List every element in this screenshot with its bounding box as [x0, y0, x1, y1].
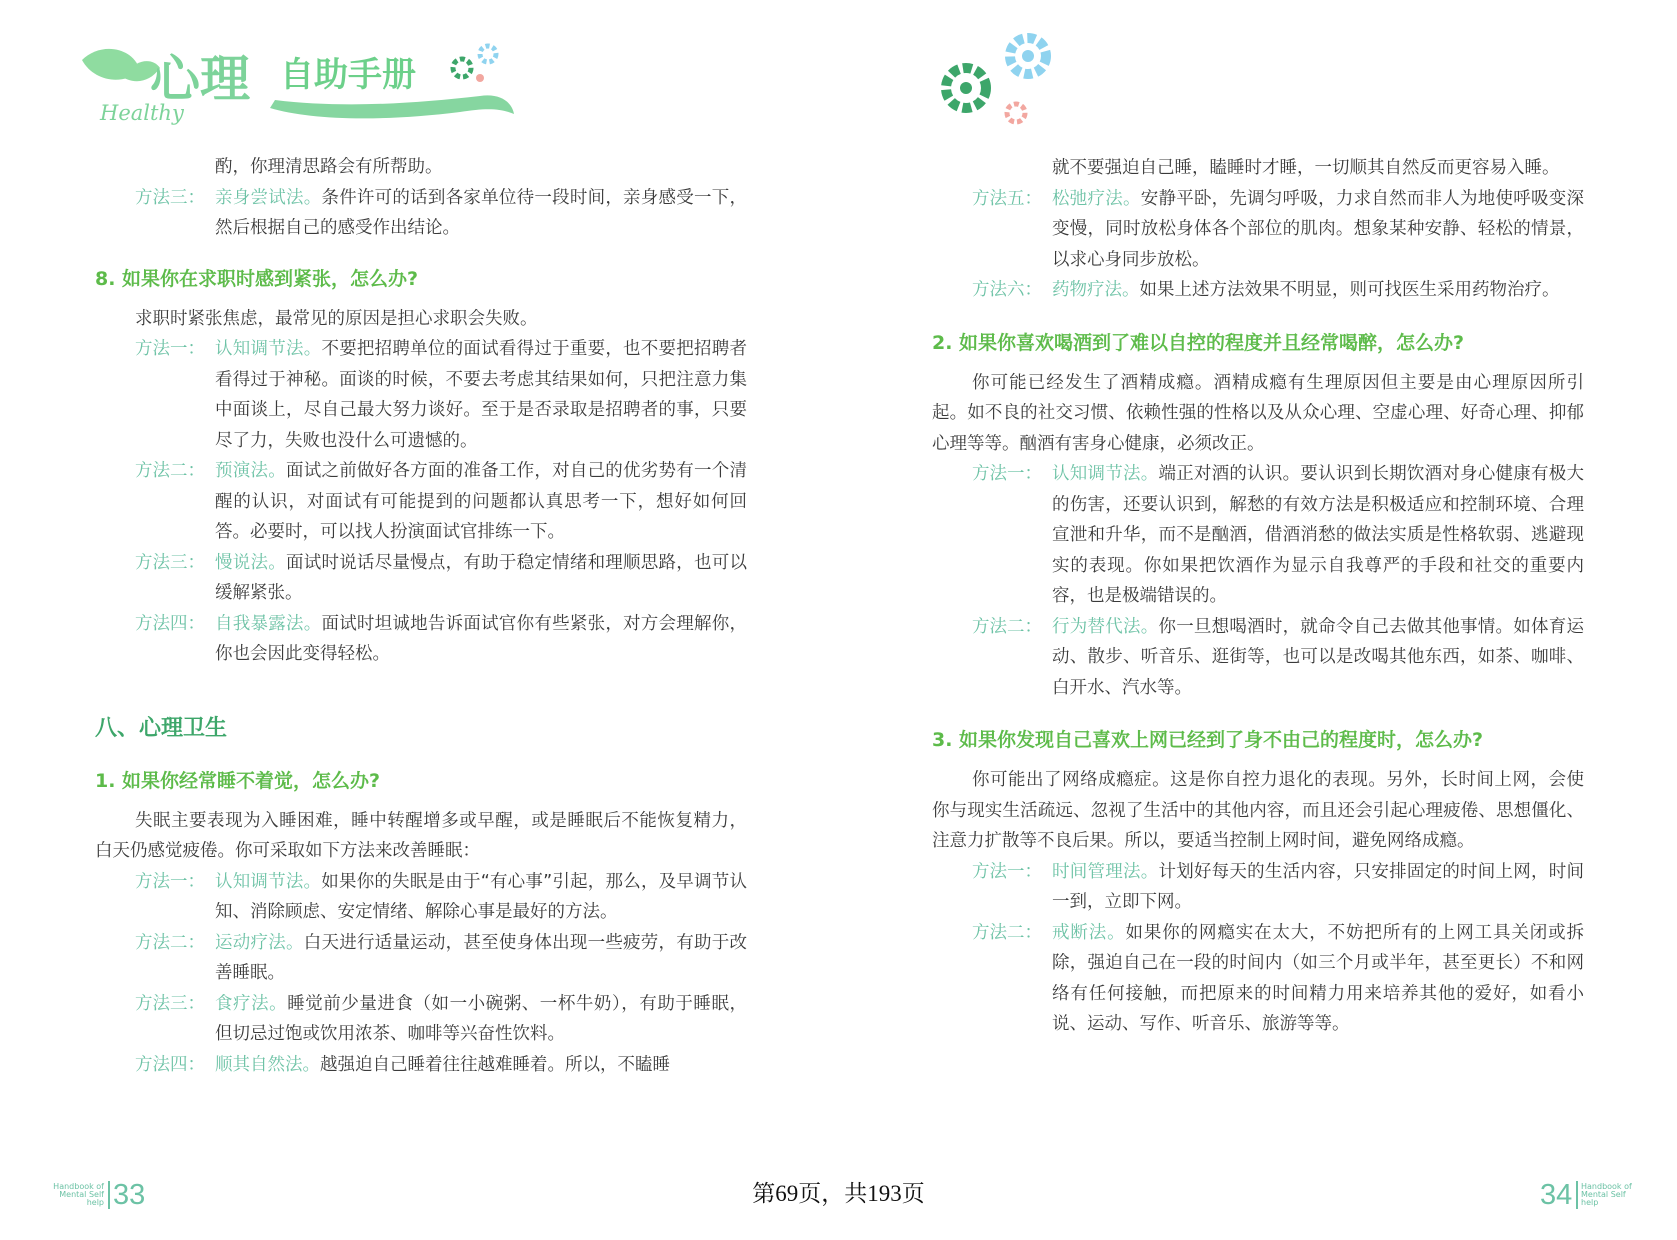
page-number: 34 — [1540, 1179, 1573, 1211]
method-body: 端正对酒的认识。要认识到长期饮酒对身心健康有极大的伤害，还要认识到，解愁的有效方法是积极适应和控制环境、合理宣泄和升华，而不是酗酒，借酒消愁的做法实质是性格软弱、逃避现实的表现。你如果把饮酒作为显示自我尊严的手段和社交的重要内容，也是极端错误的。 — [1052, 464, 1585, 606]
method-label: 方法一： — [135, 339, 205, 359]
left-page — [0, 0, 838, 1240]
flower-icon — [453, 46, 496, 82]
method-label: 方法三： — [135, 552, 205, 573]
method-body: 面试时坦诚地告诉面试官你有些紧张，对方会理解你，你也会因此变得轻松。 — [215, 613, 748, 664]
method-list — [95, 334, 747, 670]
method-name: 戒断法。 — [1052, 922, 1126, 943]
logo-swoosh — [270, 95, 514, 118]
logo-sub-text: 自助手册 — [280, 55, 416, 95]
flower-icon — [946, 68, 986, 108]
leaf-icon — [82, 49, 160, 81]
method-name: 认知调节法。 — [215, 871, 322, 892]
method-item — [95, 548, 747, 609]
method-item — [932, 918, 1584, 1040]
method-label: 方法一： — [972, 861, 1042, 882]
method-item — [932, 459, 1584, 612]
method-name: 慢说法。 — [215, 552, 286, 573]
question-heading: 2. 如果你喜欢喝酒到了难以自控的程度并且经常喝醉，怎么办? — [932, 331, 1465, 354]
method-body: 计划好每天的生活内容，只安排固定的时间上网，时间一到，立即下网。 — [1052, 861, 1585, 912]
method-body: 条件许可的话到各家单位待一段时间，亲身感受一下， 然后根据自己的感受作出结论。 — [215, 187, 748, 238]
left-column — [95, 152, 747, 1080]
method-label: 方法二： — [135, 932, 205, 953]
method-body: 面试之前做好各方面的准备工作，对自己的优劣势有一个清醒的认识，对面试有可能提到的问题都认真思考一下，想好如何回答。必要时，可以找人扮演面试官排练一下。 — [215, 461, 748, 542]
right-column — [932, 153, 1584, 1040]
method-item — [95, 456, 747, 548]
method-name: 认知调节法。 — [1052, 464, 1159, 484]
question-intro: 你可能出了网络成瘾症。这是你自控力退化的表现。另外，长时间上网，会使你与现实生活疏远、忽视了生活中的其他内容，而且还会引起心理疲倦、思想僵化、注意力扩散等不良后果。所以，要适当控制上网时间，避免网络成瘾。 — [932, 770, 1584, 851]
logo-big-text: 心理 — [150, 50, 250, 108]
method-label: 方法一： — [972, 464, 1042, 484]
flower-icon — [1007, 104, 1025, 122]
section-heading: 八、心理卫生 — [95, 715, 228, 741]
footer-label: Handbook of Mental Self help — [1581, 1182, 1632, 1207]
flower-icon — [1010, 38, 1046, 74]
method-name: 认知调节法。 — [215, 339, 322, 359]
method-list — [932, 857, 1584, 1040]
question-heading: 1. 如果你经常睡不着觉，怎么办? — [95, 769, 381, 792]
method-label: 方法二： — [972, 922, 1042, 943]
method-list — [95, 867, 747, 1081]
method-label: 方法三： — [135, 187, 205, 208]
method-name: 时间管理法。 — [1052, 861, 1159, 882]
method-label: 方法四： — [135, 1054, 205, 1075]
method-body: 你一旦想喝酒时，就命令自己去做其他事情。如体育运动、散步、听音乐、逛街等，也可以是改喝其他东西，如茶、咖啡、白开水、汽水等。 — [1052, 616, 1585, 698]
method-body: 安静平卧，先调匀呼吸，力求自然而非人为地使呼吸变深变慢，同时放松身体各个部位的肌肉。想象某种安静、轻松的情景，以求心身同步放松。 — [1052, 188, 1585, 270]
method-item — [95, 334, 747, 456]
continued-text: 就不要强迫自己睡，瞌睡时才睡，一切顺其自然反而更容易入睡。 — [1052, 158, 1560, 178]
flower-decoration-icon — [936, 28, 1076, 138]
method-item — [95, 1050, 747, 1081]
method-label: 方法六： — [972, 280, 1042, 300]
logo-script-text: Healthy — [100, 101, 184, 125]
method-body: 如果上述方法效果不明显，则可找医生采用药物治疗。 — [1139, 280, 1560, 300]
method-body: 面试时说话尽量慢点，有助于稳定情绪和理顺思路，也可以缓解紧张。 — [215, 552, 748, 603]
method-body: 如果你的网瘾实在太大，不妨把所有的上网工具关闭或拆除，强迫自己在一段的时间内（如三个月或半年，甚至更长）不和网络有任何接触，而把原来的时间精力用来培养其他的爱好，如看小说、运动、写作、听音乐、旅游等等。 — [1052, 922, 1584, 1034]
method-body: 如果你的失眠是由于“有心事”引起，那么，及早调节认知、消除顾虑、安定情绪、解除心事是最好的方法。 — [215, 871, 747, 922]
handbook-logo — [80, 38, 560, 138]
method-label: 方法三： — [135, 993, 205, 1014]
method-item — [932, 275, 1584, 306]
question-heading: 8. 如果你在求职时感到紧张，怎么办? — [95, 267, 419, 290]
method-item — [95, 867, 747, 928]
method-item — [95, 609, 747, 670]
method-body: 不要把招聘单位的面试看得过于重要，也不要把招聘者看得过于神秘。面谈的时候，不要去考虑其结果如何，只把注意力集中面谈上，尽自己最大努力谈好。至于是否录取是招聘者的事，只要尽了力，失败也没什么可遗憾的。 — [215, 339, 748, 451]
method-item — [95, 183, 747, 244]
method-label: 方法五： — [972, 188, 1042, 209]
question-intro: 失眠主要表现为入睡困难，睡中转醒增多或早醒，或是睡眠后不能恢复精力，白天仍感觉疲倦。你可采取如下方法来改善睡眠： — [95, 810, 747, 861]
method-name: 预演法。 — [215, 461, 286, 481]
method-body: 睡觉前少量进食（如一小碗粥、一杯牛奶），有助于睡眠，但切忌过饱或饮用浓茶、咖啡等兴奋性饮料。 — [215, 993, 748, 1044]
method-list — [932, 184, 1584, 306]
page-indicator: 第69页，共193页 — [752, 1181, 925, 1206]
method-body: 越强迫自己睡着往往越难睡着。所以，不瞌睡 — [320, 1054, 670, 1075]
continued-text: 酌，你理清思路会有所帮助。 — [215, 157, 443, 177]
method-label: 方法二： — [135, 461, 205, 481]
question-heading: 3. 如果你发现自己喜欢上网已经到了身不由己的程度时，怎么办? — [932, 729, 1484, 751]
method-item — [932, 857, 1584, 918]
method-name: 食疗法。 — [215, 993, 288, 1014]
method-name: 自我暴露法。 — [215, 613, 322, 634]
method-item — [932, 612, 1584, 704]
method-name: 运动疗法。 — [215, 932, 304, 953]
method-name: 药物疗法。 — [1052, 280, 1140, 300]
question-intro: 求职时紧张焦虑，最常见的原因是担心求职会失败。 — [135, 308, 538, 329]
page-number: 33 — [113, 1179, 146, 1211]
method-item — [95, 989, 747, 1050]
method-label: 方法一： — [135, 871, 205, 892]
method-item — [932, 184, 1584, 276]
method-text — [215, 183, 747, 244]
method-item — [95, 928, 747, 989]
right-page — [838, 0, 1677, 1240]
question-intro: 你可能已经发生了酒精成瘾。酒精成瘾有生理原因但主要是由心理原因所引起。如不良的社交习惯、依赖性强的性格以及从众心理、空虚心理、好奇心理、抑郁心理等等。酗酒有害身心健康，必须改正。 — [932, 372, 1584, 454]
method-list — [932, 459, 1584, 703]
method-label: 方法四： — [135, 613, 205, 634]
method-name: 顺其自然法。 — [215, 1054, 320, 1075]
method-name: 行为替代法。 — [1052, 616, 1159, 637]
method-name: 亲身尝试法。 — [215, 187, 322, 208]
method-name: 松弛疗法。 — [1052, 188, 1141, 209]
method-label: 方法二： — [972, 616, 1042, 637]
footer-label: Handbook of Mental Self help — [53, 1182, 104, 1207]
method-body: 白天进行适量运动，甚至使身体出现一些疲劳，有助于改善睡眠。 — [215, 932, 748, 983]
